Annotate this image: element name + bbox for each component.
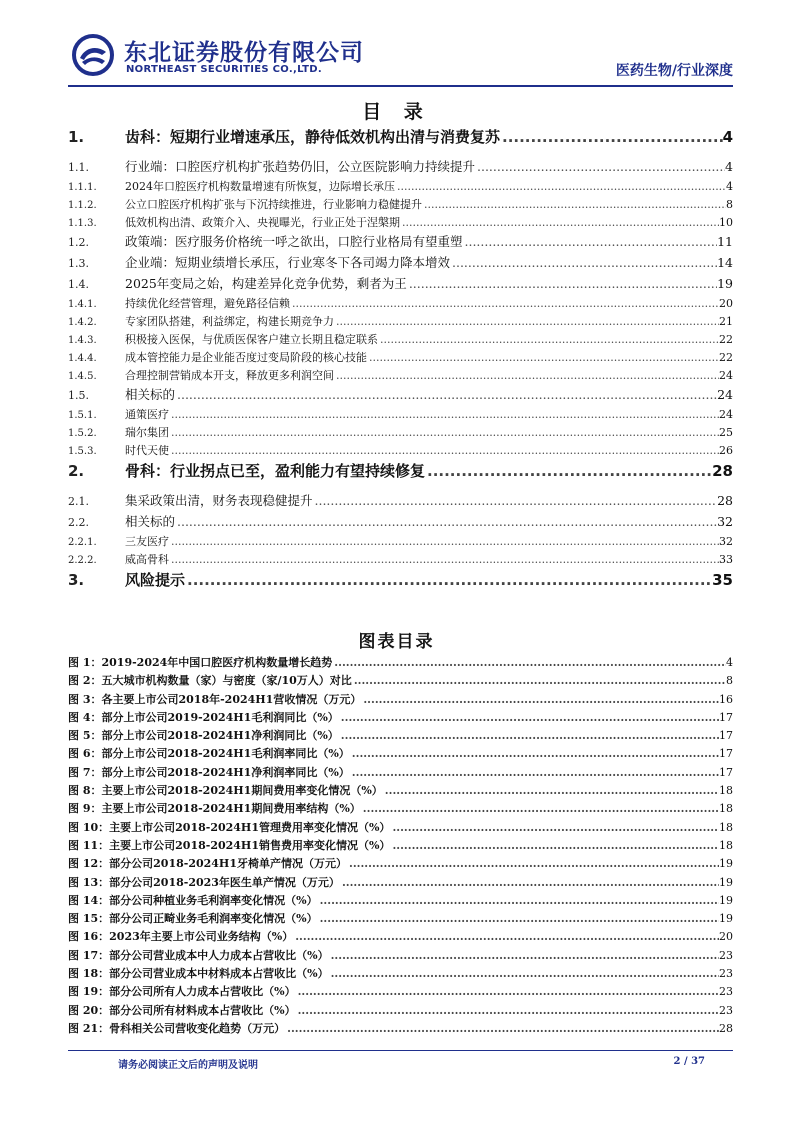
toc-entry-page: 22 (719, 333, 733, 346)
figure-entry[interactable] (68, 709, 733, 727)
toc-entry[interactable] (68, 349, 733, 367)
dot-leader (185, 571, 712, 589)
dot-leader (378, 333, 719, 346)
toc-entry-page: 14 (717, 255, 733, 270)
figure-entry-page: 17 (719, 729, 733, 743)
header-divider (68, 85, 733, 87)
dot-leader (296, 985, 719, 998)
toc-entry[interactable] (68, 331, 733, 349)
figures-title: 图表目录 (358, 632, 435, 652)
toc-entry-page: 10 (719, 216, 733, 229)
toc-entry[interactable] (68, 533, 733, 551)
dot-leader (329, 949, 719, 962)
toc-entry[interactable] (68, 406, 733, 424)
dot-leader (339, 729, 719, 742)
figure-entry[interactable] (68, 672, 733, 690)
figure-entry[interactable] (68, 874, 733, 892)
toc-entry-number: 2.2.2. (68, 555, 97, 566)
figure-entry[interactable] (68, 1020, 733, 1038)
figure-entry-page: 17 (719, 710, 733, 724)
dot-leader (352, 674, 726, 687)
figure-list (68, 654, 733, 1038)
figure-entry-title: 图 7：部分上市公司2018-2024H1净利润率同比（%） (68, 765, 350, 779)
toc-entry-number: 2.2. (68, 516, 89, 529)
figure-entry[interactable] (68, 727, 733, 745)
figure-entry-page: 17 (719, 765, 733, 779)
toc-entry-title: 政策端：医疗服务价格统一呼之欲出，口腔行业格局有望重塑 (125, 234, 463, 249)
toc-entry-number: 1. (68, 128, 85, 146)
dot-leader (285, 1022, 719, 1035)
toc-entry-title: 集采政策出清，财务表现稳健提升 (125, 493, 313, 508)
toc-entry-number: 1.5.2. (68, 428, 97, 439)
toc-entry-number: 2. (68, 462, 85, 480)
figure-entry[interactable] (68, 819, 733, 837)
toc-title: 目 录 (362, 101, 431, 123)
figure-entry-page: 16 (719, 692, 733, 706)
figure-entry[interactable] (68, 1002, 733, 1020)
figure-entry-title: 图 4：部分上市公司2019-2024H1毛利润同比（%） (68, 710, 339, 724)
toc-entry[interactable] (68, 551, 733, 569)
toc-entry-title: 公立口腔医疗机构扩张与下沉持续推进，行业影响力稳健提升 (125, 198, 422, 211)
toc-entry-number: 1.3. (68, 257, 89, 270)
figure-entry-title: 图 11：主要上市公司2018-2024H1销售费用率变化情况（%） (68, 838, 391, 852)
figure-entry-title: 图 2：五大城市机构数量（家）与密度（家/10万人）对比 (68, 674, 352, 688)
figure-entry-title: 图 8：主要上市公司2018-2024H1期间费用率变化情况（%） (68, 784, 383, 798)
figure-entry-title: 图 20：部分公司所有材料成本占营收比（%） (68, 1003, 296, 1017)
table-of-contents (68, 126, 733, 600)
dot-leader (329, 967, 719, 980)
figure-entry-title: 图 19：部分公司所有人力成本占营收比（%） (68, 985, 296, 999)
dot-leader (407, 276, 717, 291)
toc-entry[interactable] (68, 367, 733, 385)
figure-entry[interactable] (68, 928, 733, 946)
figure-entry-title: 图 3：各主要上市公司2018年-2024H1营收情况（万元） (68, 692, 362, 706)
dot-leader (340, 876, 719, 889)
toc-entry-title: 三友医疗 (125, 535, 169, 548)
toc-entry[interactable] (68, 157, 733, 178)
toc-entry-title: 低效机构出清、政策介入、央视曝光，行业正处于涅槃期 (125, 216, 400, 229)
dot-leader (332, 656, 726, 669)
toc-entry-page: 24 (717, 387, 733, 402)
figure-entry-title: 图 16：2023年主要上市公司业务结构（%） (68, 930, 294, 944)
report-type: 医药生物/行业深度 (615, 63, 733, 79)
toc-entry-title: 持续优化经营管理，避免路径信赖 (125, 297, 290, 310)
figure-entry-page: 18 (719, 784, 733, 798)
toc-entry-page: 24 (719, 408, 733, 421)
toc-entry[interactable] (68, 232, 733, 253)
toc-entry[interactable] (68, 274, 733, 295)
toc-entry-page: 21 (719, 315, 733, 328)
toc-entry-title: 行业端：口腔医疗机构扩张趋势仍旧，公立医院影响力持续提升 (125, 159, 476, 174)
dot-leader (390, 821, 719, 834)
dot-leader (169, 553, 719, 566)
toc-entry[interactable] (68, 295, 733, 313)
figure-entry[interactable] (68, 691, 733, 709)
toc-entry-number: 1.4.1. (68, 299, 97, 310)
dot-leader (334, 315, 719, 328)
toc-entry-title: 相关标的 (125, 387, 176, 402)
toc-entry-page: 20 (719, 297, 733, 310)
company-logo-icon (72, 34, 114, 76)
toc-entry[interactable] (68, 460, 733, 491)
dot-leader (347, 857, 719, 870)
toc-entry-page: 28 (712, 462, 733, 480)
toc-entry-title: 瑞尔集团 (125, 426, 169, 439)
company-name-cn: 东北证券股份有限公司 (124, 40, 364, 66)
toc-entry-page: 33 (719, 553, 733, 566)
dot-leader (313, 493, 718, 508)
toc-entry-page: 22 (719, 351, 733, 364)
figure-entry[interactable] (68, 800, 733, 818)
figure-entry-page: 8 (726, 674, 733, 688)
toc-entry[interactable] (68, 385, 733, 406)
toc-entry-number: 1.1.1. (68, 182, 97, 193)
toc-entry-number: 1.1.2. (68, 200, 97, 211)
figure-entry-title: 图 15：部分公司正畸业务毛利润率变化情况（%） (68, 912, 318, 926)
toc-entry-title: 时代天使 (125, 444, 169, 457)
figure-entry[interactable] (68, 782, 733, 800)
figure-entry-title: 图 18：部分公司营业成本中材料成本占营收比（%） (68, 967, 329, 981)
dot-leader (175, 387, 717, 402)
dot-leader (383, 784, 719, 797)
dot-leader (318, 894, 719, 907)
toc-entry-title: 成本管控能力是企业能否度过变局阶段的核心技能 (125, 351, 367, 364)
figure-entry[interactable] (68, 983, 733, 1001)
dot-leader (500, 128, 723, 146)
dot-leader (296, 1004, 719, 1017)
toc-entry-page: 32 (719, 535, 733, 548)
toc-entry-number: 1.4.4. (68, 353, 97, 364)
toc-entry[interactable] (68, 491, 733, 512)
dot-leader (169, 426, 719, 439)
toc-entry-number: 1.4.3. (68, 335, 97, 346)
toc-entry-title: 2025年变局之始，构建差异化竞争优势，剩者为王 (125, 276, 407, 291)
page-number: 2 / 37 (673, 1056, 705, 1067)
toc-entry[interactable] (68, 569, 733, 600)
toc-entry-page: 11 (717, 234, 733, 249)
toc-entry-number: 1.5.1. (68, 410, 97, 421)
figure-entry[interactable] (68, 764, 733, 782)
toc-entry-page: 19 (717, 276, 733, 291)
dot-leader (334, 369, 719, 382)
figure-entry-page: 23 (719, 1003, 733, 1017)
toc-entry-number: 1.2. (68, 236, 89, 249)
dot-leader (169, 444, 719, 457)
toc-entry-page: 26 (719, 444, 733, 457)
figure-entry[interactable] (68, 947, 733, 965)
dot-leader (290, 297, 719, 310)
figure-entry-page: 18 (719, 802, 733, 816)
toc-entry-page: 32 (717, 514, 733, 529)
toc-entry-page: 8 (726, 198, 733, 211)
toc-entry-title: 通策医疗 (125, 408, 169, 421)
toc-entry-number: 2.2.1. (68, 537, 97, 548)
dot-leader (350, 747, 719, 760)
toc-entry-page: 24 (719, 369, 733, 382)
toc-entry-title: 专家团队搭建，利益绑定，构建长期竞争力 (125, 315, 334, 328)
dot-leader (361, 802, 719, 815)
toc-entry[interactable] (68, 196, 733, 214)
toc-entry-title: 齿科：短期行业增速承压，静待低效机构出清与消费复苏 (125, 128, 501, 146)
figure-entry-page: 19 (719, 875, 733, 889)
dot-leader (169, 408, 719, 421)
dot-leader (475, 159, 725, 174)
figure-entry-page: 23 (719, 967, 733, 981)
toc-entry-title: 合理控制营销成本开支，释放更多利润空间 (125, 369, 334, 382)
figure-entry-title: 图 21：骨科相关公司营收变化趋势（万元） (68, 1021, 286, 1035)
figure-entry-title: 图 1：2019-2024年中国口腔医疗机构数量增长趋势 (68, 656, 333, 669)
toc-entry[interactable] (68, 442, 733, 460)
figure-entry-page: 28 (719, 1021, 733, 1035)
figure-entry-page: 4 (726, 656, 733, 669)
dot-leader (169, 535, 719, 548)
figure-entry-page: 19 (719, 857, 733, 871)
toc-entry-number: 1.4.2. (68, 317, 97, 328)
figure-entry-page: 18 (719, 838, 733, 852)
toc-entry-number: 1.1.3. (68, 218, 97, 229)
dot-leader (293, 930, 719, 943)
toc-entry-title: 骨科：行业拐点已至，盈利能力有望持续修复 (125, 462, 426, 480)
toc-entry-title: 相关标的 (125, 514, 176, 529)
dot-leader (425, 462, 712, 480)
figure-entry[interactable] (68, 892, 733, 910)
figure-entry-page: 23 (719, 948, 733, 962)
disclaimer-note: 请务必阅读正文后的声明及说明 (118, 1060, 258, 1071)
figure-entry-title: 图 14：部分公司种植业务毛利润率变化情况（%） (68, 893, 318, 907)
footer-divider (68, 1050, 733, 1051)
figure-entry-title: 图 13：部分公司2018-2023年医生单产情况（万元） (68, 875, 340, 889)
dot-leader (395, 180, 726, 193)
dot-leader (400, 216, 719, 229)
toc-entry-page: 4 (726, 180, 733, 193)
figure-entry-title: 图 10：主要上市公司2018-2024H1管理费用率变化情况（%） (68, 820, 391, 834)
toc-entry[interactable] (68, 512, 733, 533)
toc-entry-title: 2024年口腔医疗机构数量增速有所恢复，边际增长承压 (125, 180, 395, 193)
figure-entry-page: 20 (719, 930, 733, 944)
toc-entry-title: 威高骨科 (125, 553, 169, 566)
figure-entry-page: 23 (719, 985, 733, 999)
dot-leader (175, 514, 717, 529)
toc-entry[interactable] (68, 253, 733, 274)
dot-leader (450, 255, 717, 270)
figure-entry-page: 17 (719, 747, 733, 761)
toc-entry-title: 风险提示 (125, 571, 186, 589)
toc-entry-page: 4 (722, 128, 733, 146)
dot-leader (350, 766, 719, 779)
toc-entry-page: 4 (725, 159, 733, 174)
figure-entry-page: 19 (719, 912, 733, 926)
toc-entry-title: 积极接入医保，与优质医保客户建立长期且稳定联系 (125, 333, 378, 346)
dot-leader (361, 693, 719, 706)
figure-entry[interactable] (68, 745, 733, 763)
toc-entry-number: 1.4.5. (68, 371, 97, 382)
toc-entry-number: 1.4. (68, 278, 89, 291)
figure-entry-page: 19 (719, 893, 733, 907)
figure-entry[interactable] (68, 855, 733, 873)
figure-entry-title: 图 9：主要上市公司2018-2024H1期间费用率结构（%） (68, 802, 361, 816)
toc-entry-page: 25 (719, 426, 733, 439)
toc-entry[interactable] (68, 313, 733, 331)
toc-entry-title: 企业端：短期业绩增长承压，行业寒冬下各司竭力降本增效 (125, 255, 451, 270)
toc-entry[interactable] (68, 126, 733, 157)
page-header (68, 30, 733, 86)
company-name-en: NORTHEAST SECURITIES CO.,LTD. (126, 64, 322, 75)
toc-entry[interactable] (68, 424, 733, 442)
figure-entry-title: 图 17：部分公司营业成本中人力成本占营收比（%） (68, 948, 329, 962)
toc-entry-number: 3. (68, 571, 85, 589)
dot-leader (463, 234, 718, 249)
figure-entry[interactable] (68, 965, 733, 983)
toc-entry-page: 28 (717, 493, 733, 508)
figure-entry[interactable] (68, 910, 733, 928)
toc-entry[interactable] (68, 178, 733, 196)
dot-leader (339, 711, 719, 724)
figure-entry-title: 图 5：部分上市公司2018-2024H1净利润同比（%） (68, 729, 339, 743)
figure-entry[interactable] (68, 654, 733, 672)
toc-entry-number: 1.1. (68, 161, 89, 174)
toc-entry-page: 35 (712, 571, 733, 589)
figure-entry[interactable] (68, 837, 733, 855)
toc-entry-number: 1.5. (68, 389, 89, 402)
dot-leader (390, 839, 719, 852)
toc-entry[interactable] (68, 214, 733, 232)
dot-leader (318, 912, 719, 925)
figure-entry-page: 18 (719, 820, 733, 834)
dot-leader (422, 198, 726, 211)
figure-entry-title: 图 12：部分公司2018-2024H1牙椅单产情况（万元） (68, 857, 347, 871)
dot-leader (367, 351, 719, 364)
figure-entry-title: 图 6：部分上市公司2018-2024H1毛利润率同比（%） (68, 747, 350, 761)
toc-entry-number: 1.5.3. (68, 446, 97, 457)
toc-entry-number: 2.1. (68, 495, 89, 508)
